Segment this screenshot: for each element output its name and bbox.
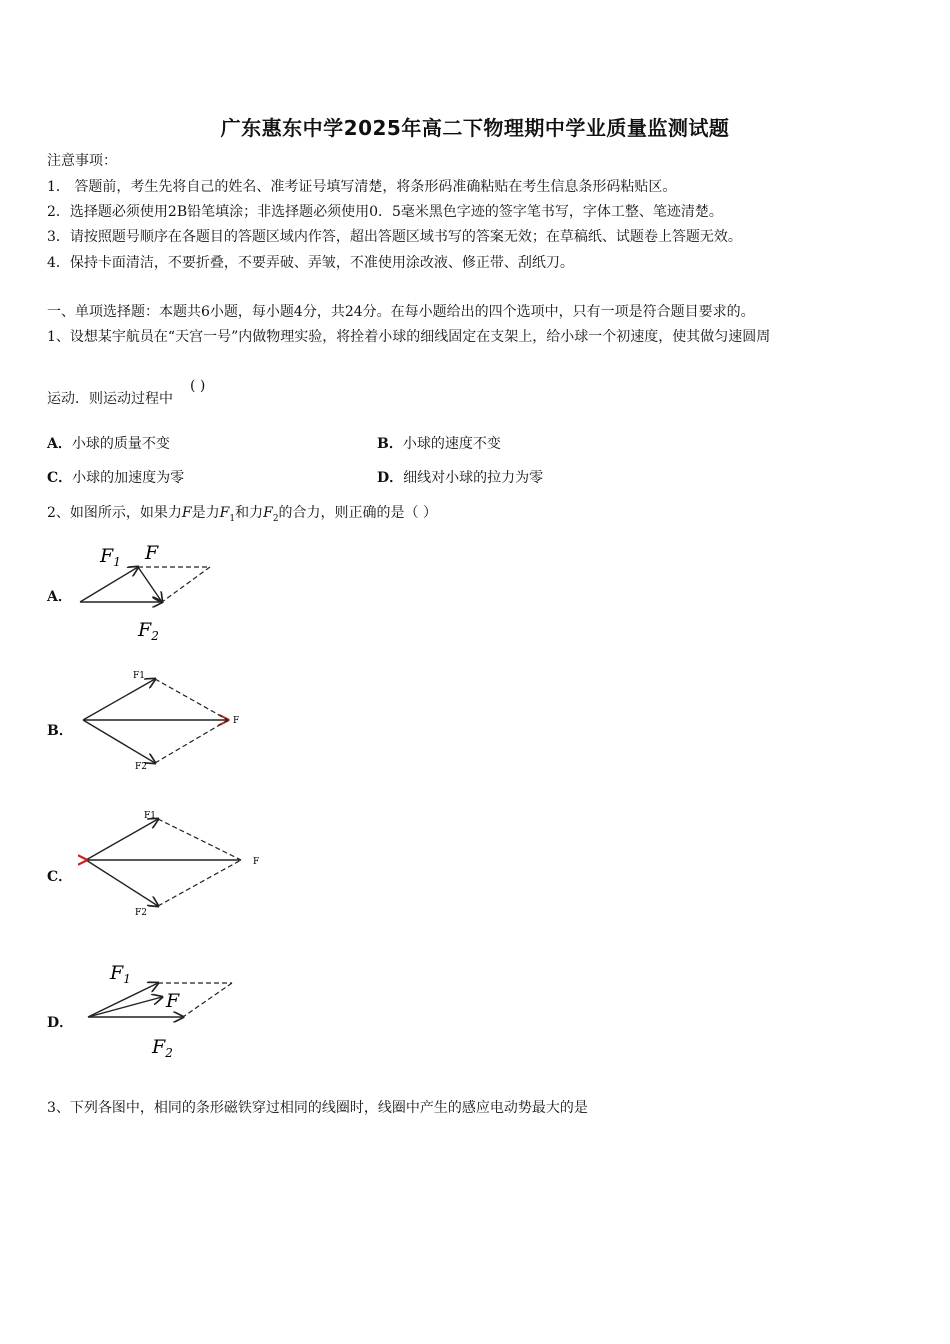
- q2-option-d-label: D．: [47, 1015, 74, 1031]
- q2-option-a-label: A．: [47, 589, 72, 605]
- vector-f1-arrow: [88, 983, 158, 1017]
- q2-option-a-diagram: [70, 540, 230, 645]
- option-text: 细线对小球的拉力为零: [403, 470, 544, 486]
- q2-option-b-diagram: [75, 665, 250, 775]
- section-heading: 一、单项选择题：本题共6小题，每小题4分，共24分。在每小题给出的四个选项中，只有一项是符合题目要求的。: [47, 304, 755, 320]
- option-label: C．: [47, 470, 73, 486]
- label-f2: F2: [135, 908, 147, 918]
- q1-stem-line2: 运动．则运动过程中: [47, 391, 173, 407]
- dashed-line: [162, 567, 210, 602]
- q1-answer-paren: ( ): [190, 378, 206, 394]
- notice-item-3: 3．请按照题号顺序在各题目的答题区域内作答，超出答题区域书写的答案无效；在草稿纸、试题卷上答题无效。: [47, 229, 742, 245]
- vector-f1-arrow: [83, 679, 155, 720]
- q2-stem-part: 是力: [191, 505, 220, 521]
- q2-stem: [47, 504, 437, 528]
- label-f1: $F_1$: [100, 545, 121, 569]
- notice-item-4: 4．保持卡面清洁，不要折叠，不要弄破、弄皱，不准使用涂改液、修正带、刮纸刀。: [47, 255, 574, 271]
- page-title: 广东惠东中学2025年高二下物理期中学业质量监测试题: [220, 116, 730, 140]
- label-f: F: [233, 716, 240, 726]
- q2-symbol-f2-sub: 2: [272, 513, 279, 524]
- q1-option-b: [377, 435, 501, 453]
- vector-f2-arrow: [86, 860, 158, 906]
- notice-heading: 注意事项：: [47, 153, 117, 169]
- q2-option-d-diagram: [80, 955, 245, 1065]
- label-f: F: [253, 857, 260, 867]
- label-f1: F1: [144, 811, 156, 821]
- vector-f1-arrow: [80, 567, 138, 602]
- q2-symbol-f1: F: [219, 505, 230, 521]
- q1-option-c: [47, 469, 184, 487]
- option-label: A．: [47, 436, 72, 452]
- q2-symbol-f2: F: [263, 505, 273, 521]
- label-f1: $F_1$: [110, 962, 131, 986]
- label-f2: $F_2$: [152, 1036, 173, 1060]
- q2-option-b-label: B．: [47, 723, 73, 739]
- vector-f-arrow: [138, 567, 162, 602]
- label-f2: F2: [135, 762, 147, 772]
- q2-stem-part: 和力: [235, 505, 264, 521]
- q1-option-d: [377, 469, 543, 487]
- q2-symbol-f: F: [181, 505, 192, 521]
- q2-option-c-diagram: [78, 805, 268, 920]
- label-f: F: [145, 542, 159, 564]
- label-f1: F1: [133, 671, 145, 681]
- notice-item-2: 2．选择题必须使用2B铅笔填涂；非选择题必须使用0．5毫米黑色字迹的签字笔书写，字体工整、笔迹清楚。: [47, 204, 723, 220]
- option-text: 小球的质量不变: [71, 436, 170, 452]
- option-text: 小球的加速度为零: [72, 470, 185, 486]
- q2-symbol-f1-sub: 1: [229, 513, 236, 524]
- q1-stem-line1: 1、设想某宇航员在“天宫一号”内做物理实验，将拴着小球的细线固定在支架上，给小球一个初速度，使其做匀速圆周: [47, 329, 771, 345]
- dashed-line: [158, 819, 241, 860]
- dashed-line: [183, 983, 232, 1017]
- vector-f1-arrow: [86, 819, 158, 860]
- label-f2: $F_2$: [138, 619, 159, 643]
- q2-option-c-label: C．: [47, 869, 73, 885]
- label-f: F: [166, 990, 180, 1012]
- dashed-line: [155, 720, 228, 763]
- dashed-line: [158, 860, 241, 906]
- q1-option-a: [47, 435, 170, 453]
- option-label: D．: [377, 470, 404, 486]
- q2-stem-part: 2、如图所示，如果力: [47, 505, 182, 521]
- vector-f-arrow: [88, 997, 162, 1017]
- q2-stem-part: 的合力，则正确的是（ ）: [278, 505, 437, 521]
- option-label: B．: [377, 436, 403, 452]
- q3-stem: 3、下列各图中，相同的条形磁铁穿过相同的线圈时，线圈中产生的感应电动势最大的是: [47, 1100, 588, 1116]
- option-text: 小球的速度不变: [402, 436, 501, 452]
- vector-f2-arrow: [83, 720, 155, 763]
- dashed-line: [155, 679, 228, 720]
- notice-item-1: 1． 答题前，考生先将自己的姓名、准考证号填写清楚，将条形码准确粘贴在考生信息条形码粘贴区。: [47, 179, 677, 195]
